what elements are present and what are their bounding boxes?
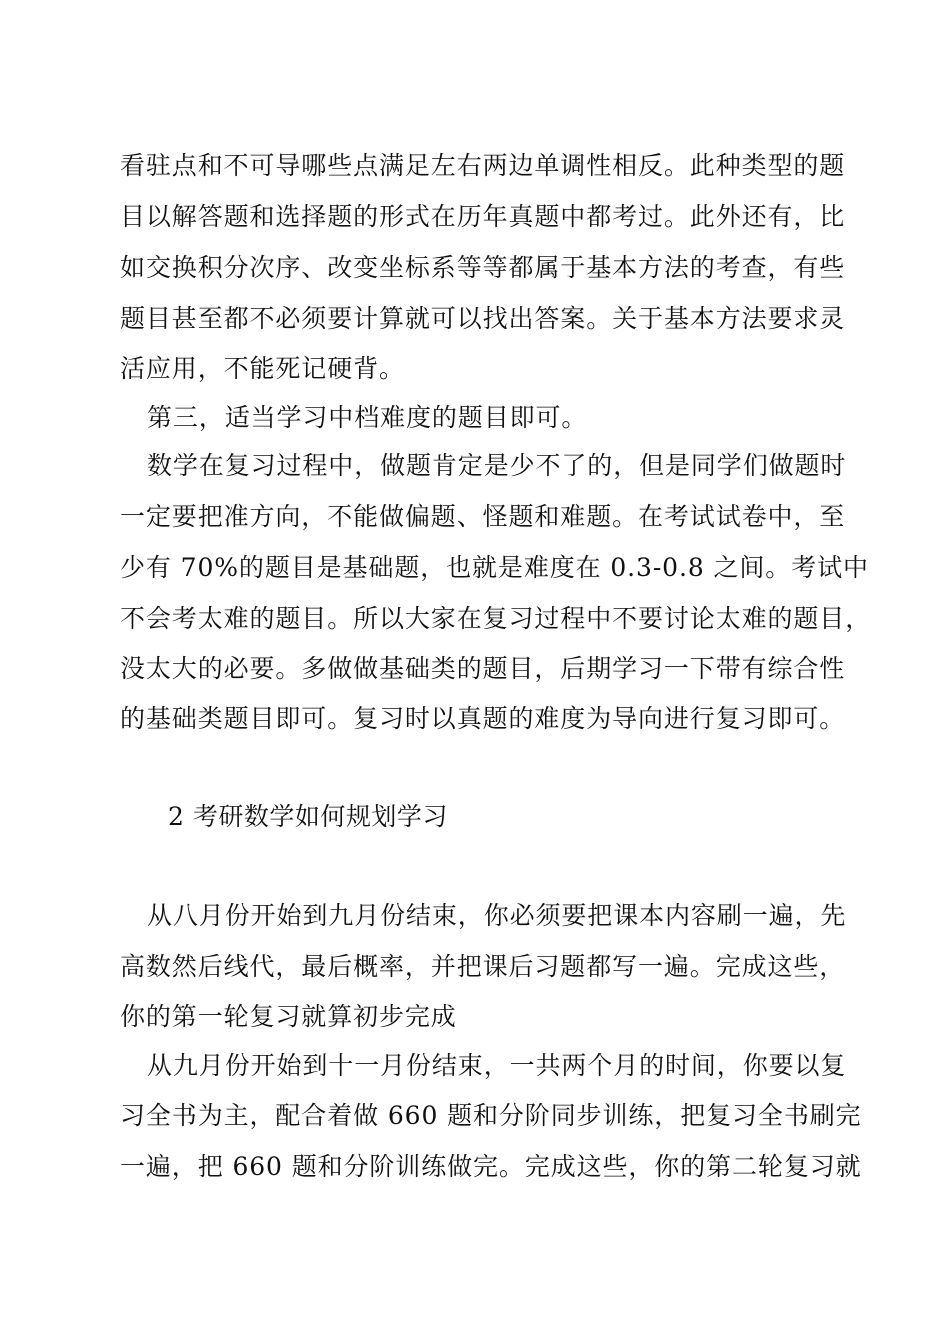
paragraph-line: 如交换积分次序、改变坐标系等等都属于基本方法的考查，有些 — [120, 253, 846, 282]
paragraph-line: 题目甚至都不必须要计算就可以找出答案。关于基本方法要求灵 — [120, 304, 846, 333]
point-three-title: 第三，适当学习中档难度的题目即可。 — [147, 403, 588, 432]
paragraph-line: 目以解答题和选择题的形式在历年真题中都考过。此外还有，比 — [120, 202, 846, 231]
paragraph-line: 习全书为主，配合着做 660 题和分阶同步训练，把复习全书刷完 — [120, 1101, 862, 1130]
paragraph-line: 一定要把准方向，不能做偏题、怪题和难题。在考试试卷中，至 — [120, 502, 846, 531]
paragraph-line: 从九月份开始到十一月份结束，一共两个月的时间，你要以复 — [147, 1051, 847, 1080]
paragraph-line: 高数然后线代，最后概率，并把课后习题都写一遍。完成这些， — [120, 952, 846, 981]
paragraph-line: 不会考太难的题目。所以大家在复习过程中不要讨论太难的题目， — [120, 604, 872, 633]
section-heading: 2 考研数学如何规划学习 — [168, 802, 448, 831]
paragraph-line: 一遍，把 660 题和分阶训练做完。完成这些，你的第二轮复习就 — [120, 1152, 862, 1181]
paragraph-line: 数学在复习过程中，做题肯定是少不了的，但是同学们做题时 — [147, 451, 847, 480]
paragraph-line: 活应用，不能死记硬背。 — [120, 354, 405, 383]
paragraph-line: 看驻点和不可导哪些点满足左右两边单调性相反。此种类型的题 — [120, 151, 846, 180]
paragraph-line: 从八月份开始到九月份结束，你必须要把课本内容刷一遍，先 — [147, 901, 847, 930]
paragraph-line: 你的第一轮复习就算初步完成 — [120, 1002, 457, 1031]
paragraph-line: 的基础类题目即可。复习时以真题的难度为导向进行复习即可。 — [120, 704, 846, 733]
paragraph-line: 没太大的必要。多做做基础类的题目，后期学习一下带有综合性 — [120, 654, 846, 683]
paragraph-line: 少有 70%的题目是基础题，也就是难度在 0.3-0.8 之间。考试中 — [120, 553, 869, 582]
